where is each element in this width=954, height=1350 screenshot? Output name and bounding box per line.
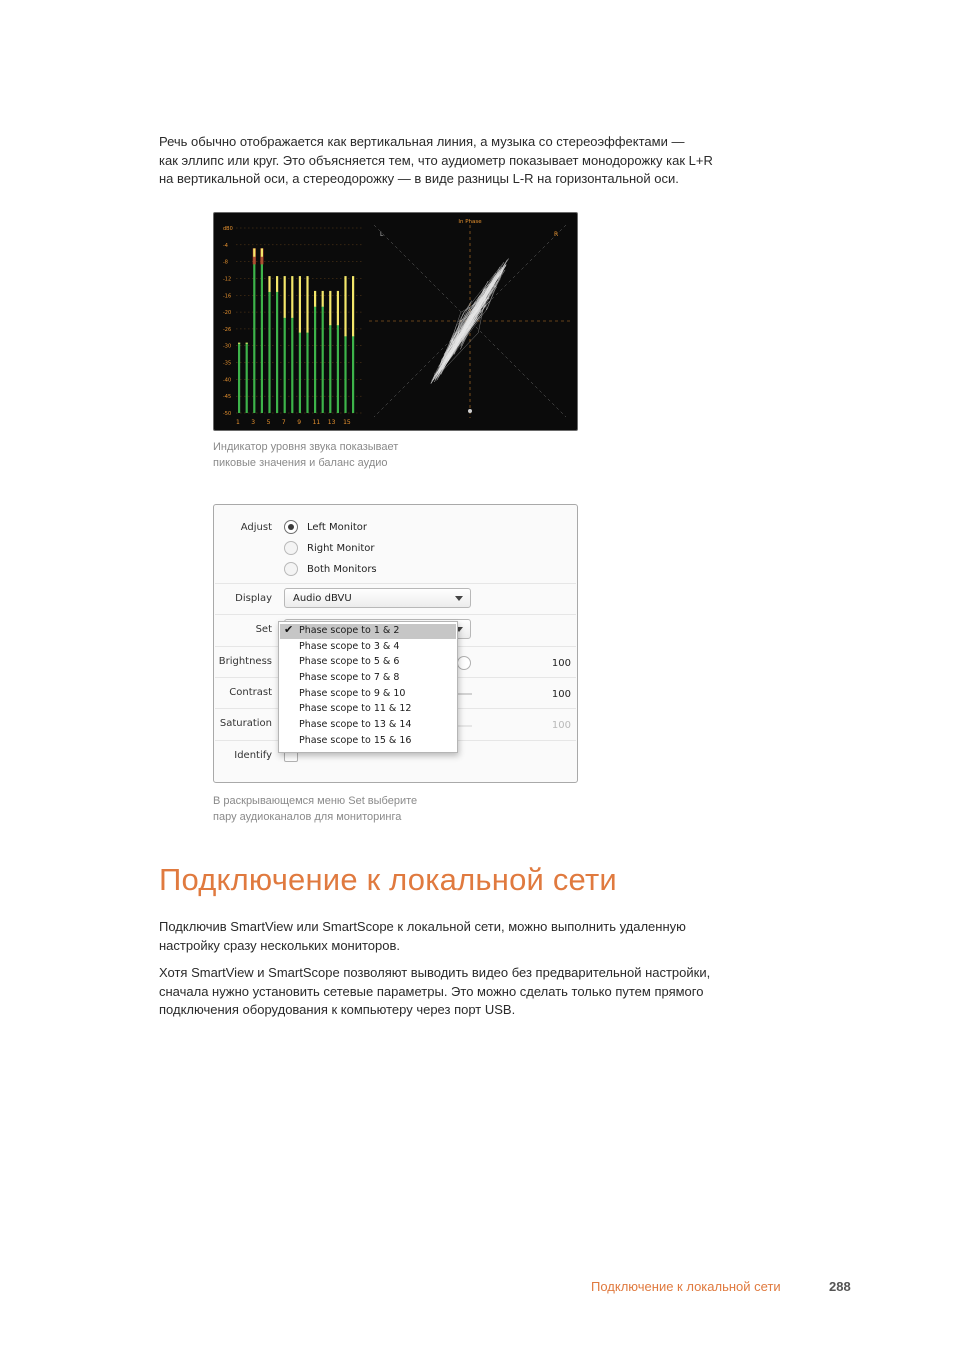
dropdown-option[interactable] xyxy=(280,655,456,670)
saturation-label: Saturation xyxy=(219,718,272,729)
dropdown-option-label: Phase scope to 15 & 16 xyxy=(299,735,412,746)
phase-title: In Phase xyxy=(458,219,482,225)
meter-peak-segment xyxy=(337,291,339,325)
section-heading: Подключение к локальной сети xyxy=(159,862,617,897)
intro-paragraph xyxy=(159,133,799,189)
chevron-down-icon xyxy=(455,596,463,601)
meter-peak-segment xyxy=(268,276,270,292)
meter-peak-segment xyxy=(344,276,346,336)
meter-bar xyxy=(261,256,263,413)
meter-bar xyxy=(268,291,270,413)
dropdown-option-label: Phase scope to 5 & 6 xyxy=(299,656,400,667)
body-line: Подключив SmartView или SmartScope к локальной сети, можно выполнить удаленную xyxy=(159,919,686,934)
meter-peak-segment xyxy=(352,276,354,336)
panel-caption-line: пару аудиоканалов для мониторинга xyxy=(213,811,402,823)
meter-bar xyxy=(337,324,339,413)
channel-label: 3 xyxy=(251,419,256,426)
dropdown-option-label: Phase scope to 3 & 4 xyxy=(299,641,400,652)
phase-dot xyxy=(468,409,472,413)
set-label: Set xyxy=(255,624,272,635)
dropdown-option[interactable] xyxy=(280,640,456,655)
dropdown-option-label: Phase scope to 1 & 2 xyxy=(299,625,400,636)
channel-label: 13 xyxy=(327,419,336,426)
db-scale-label: -20 xyxy=(223,310,232,317)
both-monitors-radio[interactable] xyxy=(284,562,298,576)
panel-caption xyxy=(213,793,417,825)
meter-bar xyxy=(246,343,248,413)
meter-peak-segment xyxy=(246,343,248,344)
meter-peak-segment xyxy=(291,276,293,318)
scope-caption-line: Индикатор уровня звука показывает xyxy=(213,441,399,453)
meter-peak-segment xyxy=(329,291,331,325)
dropdown-option-label: Phase scope to 7 & 8 xyxy=(299,672,400,683)
phase-right-label: R xyxy=(554,231,559,238)
both-monitors-label: Both Monitors xyxy=(307,564,377,575)
meter-peak-segment xyxy=(238,343,240,344)
page-number: 288 xyxy=(829,1279,851,1294)
db-scale-label: -45 xyxy=(223,394,232,401)
dropdown-option[interactable] xyxy=(280,702,456,717)
db-scale-label: -26 xyxy=(223,326,232,333)
channel-label: 15 xyxy=(343,419,351,426)
body-line: Хотя SmartView и SmartScope позволяют выводить видео без предварительной настройки, xyxy=(159,965,711,980)
db-scale-label: -40 xyxy=(223,377,232,384)
settings-panel-figure xyxy=(213,504,578,783)
meter-peak-segment xyxy=(314,291,316,307)
dropdown-option[interactable] xyxy=(280,687,456,702)
phase-left-label: L xyxy=(380,231,384,238)
db-scale-label: -12 xyxy=(223,276,232,283)
channel-label: 7 xyxy=(281,419,286,426)
dropdown-option[interactable] xyxy=(280,671,456,686)
adjust-label: Adjust xyxy=(240,522,272,533)
display-select-value: Audio dBVU xyxy=(293,593,352,604)
meter-bar xyxy=(284,317,286,413)
meter-bar xyxy=(276,291,278,413)
scope-caption-line: пиковые значения и баланс аудио xyxy=(213,457,388,469)
meter-bar xyxy=(344,335,346,413)
divider xyxy=(215,583,576,584)
intro-line: Речь обычно отображается как вертикальная линия, а музыка со стереоэффектами — xyxy=(159,134,685,149)
brightness-label: Brightness xyxy=(218,656,272,667)
dropdown-option[interactable] xyxy=(280,734,456,749)
meter-bar xyxy=(306,332,308,413)
body-line: подключения оборудования к компьютеру через порт USB. xyxy=(159,1002,516,1017)
dropdown-option-label: Phase scope to 9 & 10 xyxy=(299,688,406,699)
db-scale-label: dB0 xyxy=(223,226,233,232)
meter-bar xyxy=(299,332,301,413)
meter-bar xyxy=(329,324,331,413)
intro-line: на вертикальной оси, а стереодорожку — в виде разницы L-R на горизонтальной оси. xyxy=(159,171,679,186)
contrast-value: 100 xyxy=(551,689,571,700)
channel-label: 5 xyxy=(266,419,271,426)
channel-label: 11 xyxy=(312,419,321,426)
set-dropdown-menu xyxy=(278,621,458,753)
divider xyxy=(215,614,576,615)
channel-label: 1 xyxy=(236,419,240,426)
meter-peak-segment xyxy=(284,276,286,318)
right-monitor-radio[interactable] xyxy=(284,541,298,555)
display-label: Display xyxy=(235,593,272,604)
channel-label: 9 xyxy=(297,419,302,426)
meter-bar xyxy=(238,343,240,413)
right-monitor-label: Right Monitor xyxy=(307,543,375,554)
saturation-value: 100 xyxy=(551,720,571,731)
dropdown-option-label: Phase scope to 11 & 12 xyxy=(299,703,412,714)
db-scale-label: -8 xyxy=(223,259,228,266)
scope-caption xyxy=(213,439,398,471)
meter-peak-segment xyxy=(299,276,301,333)
meter-bar xyxy=(291,317,293,413)
meter-bar xyxy=(322,306,324,413)
meter-bar xyxy=(314,306,316,413)
dropdown-option-label: Phase scope to 13 & 14 xyxy=(299,719,412,730)
brightness-value: 100 xyxy=(551,658,571,669)
meter-peak-segment xyxy=(322,291,324,307)
left-monitor-label: Left Monitor xyxy=(307,522,368,533)
body-line: сначала нужно установить сетевые параметры. Это можно сделать только путем прямого xyxy=(159,983,704,999)
meter-peak-segment xyxy=(253,248,255,256)
meter-bar xyxy=(352,335,354,413)
db-scale-label: -35 xyxy=(223,360,232,367)
db-scale-label: -50 xyxy=(223,411,232,417)
audio-scope-figure xyxy=(213,212,578,431)
meter-peak-segment xyxy=(276,276,278,292)
left-monitor-radio[interactable] xyxy=(284,520,298,534)
db-scale-label: -30 xyxy=(223,343,232,350)
db-scale-label: -16 xyxy=(223,293,232,300)
intro-line: как эллипс или круг. Это объясняется тем, что аудиометр показывает монодорожку как L+R xyxy=(159,152,713,168)
panel-caption-line: В раскрывающемся меню Set выберите xyxy=(213,795,418,807)
body-paragraph xyxy=(159,918,799,955)
identify-label: Identify xyxy=(234,750,272,761)
dropdown-option[interactable] xyxy=(280,718,456,733)
body-line: настройку сразу нескольких мониторов. xyxy=(159,937,401,953)
footer-section-title: Подключение к локальной сети xyxy=(591,1279,781,1294)
display-select[interactable] xyxy=(284,588,471,608)
body-paragraph xyxy=(159,964,799,1020)
contrast-label: Contrast xyxy=(229,687,272,698)
meter-peak-segment xyxy=(306,276,308,333)
meter-peak-segment xyxy=(261,248,263,256)
brightness-slider-knob[interactable] xyxy=(457,656,471,670)
checkmark-icon: ✔ xyxy=(284,623,294,636)
dropdown-option[interactable] xyxy=(280,624,456,639)
meter-bar xyxy=(253,256,255,413)
audio-scope-graphic xyxy=(214,213,577,430)
db-scale-label: -4 xyxy=(223,242,228,249)
